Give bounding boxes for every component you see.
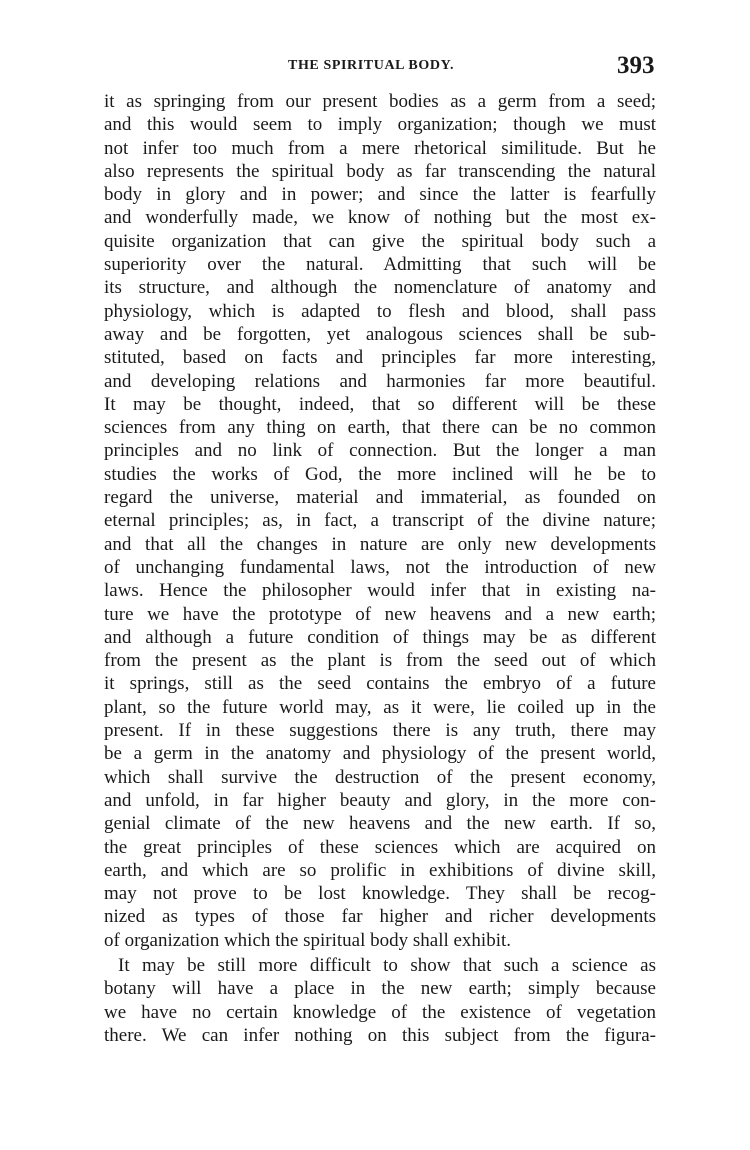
text-line: there. We can infer nothing on this subject from the figura-	[104, 1024, 656, 1046]
text-line: physiology, which is adapted to flesh and blood, shall pass	[104, 300, 656, 322]
text-line: and wonderfully made, we know of nothing but the most ex-	[104, 207, 656, 229]
text-line: away and be forgotten, yet analogous sciences shall be sub-	[104, 323, 656, 345]
text-line: sciences from any thing on earth, that there can be no common	[104, 417, 656, 439]
text-line: nized as types of those far higher and richer developments	[104, 906, 656, 928]
text-line: the great principles of these sciences which are acquired on	[104, 836, 656, 858]
running-head	[0, 52, 750, 84]
text-line: stituted, based on facts and principles far more interesting,	[104, 347, 656, 369]
text-line: of organization which the spiritual body shall exhibit.	[104, 929, 512, 951]
text-line: of unchanging fundamental laws, not the introduction of new	[104, 556, 656, 578]
text-line: not infer too much from a mere rhetorical similitude. But he	[104, 137, 656, 159]
text-line: which shall survive the destruction of the present economy,	[104, 766, 656, 788]
text-line: its structure, and although the nomenclature of anatomy and	[104, 277, 656, 299]
paragraph	[104, 954, 656, 1047]
text-line: body in glory and in power; and since the latter is fearfully	[104, 184, 656, 206]
text-line: superiority over the natural. Admitting that such will be	[104, 254, 656, 276]
text-line: and although a future condition of things may be as different	[104, 626, 656, 648]
text-line: and that all the changes in nature are only new developments	[104, 533, 656, 555]
text-line: may not prove to be lost knowledge. They shall be recog-	[104, 883, 656, 905]
text-line: we have no certain knowledge of the existence of vegetation	[104, 1001, 656, 1023]
page-number: 393	[617, 52, 655, 79]
text-line: genial climate of the new heavens and the new earth. If so,	[104, 813, 656, 835]
text-line: from the present as the plant is from the seed out of which	[104, 650, 656, 672]
text-line: and unfold, in far higher beauty and glory, in the more con-	[104, 789, 656, 811]
text-line: present. If in these suggestions there is any truth, there may	[104, 720, 656, 742]
text-line: quisite organization that can give the spiritual body such a	[104, 230, 656, 252]
text-line: laws. Hence the philosopher would infer that in existing na-	[104, 580, 656, 602]
text-line: eternal principles; as, in fact, a transcript of the divine nature;	[104, 510, 656, 532]
paragraph	[104, 90, 656, 952]
text-line: and this would seem to imply organization; though we must	[104, 114, 656, 136]
text-line: principles and no link of connection. But the longer a man	[104, 440, 656, 462]
text-line: regard the universe, material and immaterial, as founded on	[104, 487, 656, 509]
text-line: It may be thought, indeed, that so different will be these	[104, 393, 656, 415]
running-title: THE SPIRITUAL BODY.	[288, 58, 455, 73]
text-line: earth, and which are so prolific in exhibitions of divine skill,	[104, 859, 656, 881]
text-line: it as springing from our present bodies as a germ from a seed;	[104, 91, 656, 112]
text-line: and developing relations and harmonies far more beautiful.	[104, 370, 656, 392]
text-line: be a germ in the anatomy and physiology of the present world,	[104, 743, 656, 765]
text-line: also represents the spiritual body as far transcending the natural	[104, 160, 656, 182]
text-line: studies the works of God, the more inclined will he be to	[104, 463, 656, 485]
text-line: botany will have a place in the new earth; simply because	[104, 978, 656, 1000]
text-line: it springs, still as the seed contains the embryo of a future	[104, 673, 656, 695]
text-line: It may be still more difficult to show that such a science as	[118, 954, 656, 976]
body-text	[104, 90, 656, 1047]
text-line: plant, so the future world may, as it were, lie coiled up in the	[104, 696, 656, 718]
text-line: ture we have the prototype of new heavens and a new earth;	[104, 603, 656, 625]
